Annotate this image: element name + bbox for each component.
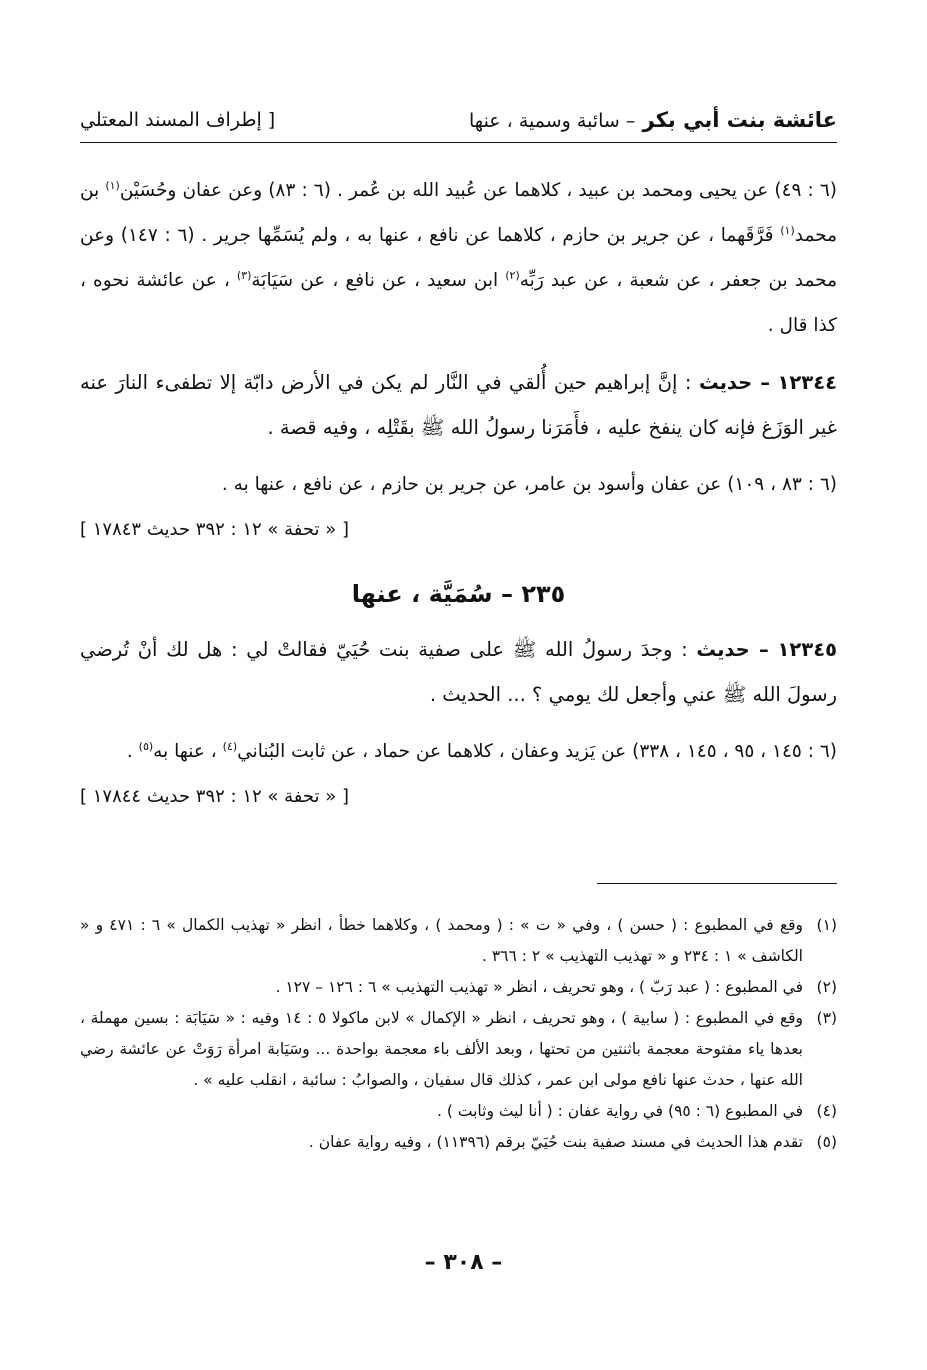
header-title (469, 108, 837, 132)
footnote-ref: (٣) (236, 268, 252, 282)
hadith-number: ١٢٣٤٤ (777, 371, 837, 394)
chain-line: (٦ : ٤٩) عن يحيى ومحمد بن عبيد ، كلاهما عن عُبيد الله بن عُمر . (٦ : ٨٣) (268, 180, 837, 201)
footnote-ref: (١) (105, 178, 120, 192)
hadith-12344 (80, 360, 837, 450)
footnote (80, 1127, 837, 1158)
footnote-number: (١) (816, 916, 837, 934)
footnote-text: وقع في المطبوع : ( حسن ) ، وفي « ت » : ( ومحمد ) ، وكلاهما خطأ ، انظر « تهذيب الكمال » ٦ : ٤٧١ و « الكاشف » ١ : ٢٣٤ و « تهذيب التهذيب » ٢ : ٣٦٦ . (80, 916, 804, 965)
header-book-title: [ إطراف المسند المعتلي (80, 109, 276, 131)
hadith-text: : وجدَ رسولُ الله ﷺ على صفية بنت حُيَيّ فقالتْ لي : هل لك أنْ تُرضي رسولَ الله ﷺ عني وأجعل لك يومي ؟ ... الحديث . (80, 638, 837, 706)
main-text (80, 168, 837, 819)
footnote-number: (٥) (816, 1133, 837, 1151)
footnote-ref: (٥) (138, 739, 154, 753)
footnote (80, 1096, 837, 1127)
page-number: – ٣٠٨ – (424, 1250, 503, 1275)
hadith-number: ١٢٣٤٥ (777, 638, 837, 661)
footnote-number: (٣) (816, 1009, 837, 1027)
chain-line: به ، ولم يُسَمِّها جرير . (٦ : ١٤٧) وعن محمد بن جعفر ، عن شعبة ، عن عبد رَبِّه (80, 225, 837, 291)
citation-text: (٦ : ١٤٥ ، ٩٥ ، ١٤٥ ، ٣٣٨) عن يَزيد وعفان ، كلاهما عن حماد ، عن ثابت البُناني (237, 741, 837, 762)
footnote-number: (٢) (816, 978, 837, 996)
narration-chain-1 (80, 168, 837, 348)
footnote-text: تقدم هذا الحديث في مسند صفية بنت حُيَيّ برقم (١١٣٩٦) ، وفيه رواية عفان . (308, 1133, 803, 1151)
chain-line: وعن عفان وحُسَيْن (119, 180, 263, 201)
chain-line: بن محمد (80, 180, 837, 246)
footnote-text: وقع في المطبوع : ( سابية ) ، وهو تحريف ، انظر « الإكمال » لابن ماكولا ٥ : ١٤ وفيه : « سَيَابَة : بسين مهملة ، بعدها ياء مفتوحة معجمة باثنتين من تحتها ، وبعد الألف باء معجمة بواحدة ... وسَيَابة امرأة رَوَتْ عن عائشة رضي الله عنها ، حدث عنها نافع مولى ابن عمر ، كذلك قال سفيان ، والصوابُ : سائبة ، انقلب عليه » . (80, 1009, 803, 1089)
footnote-separator (597, 883, 837, 884)
hadith-12345-citation (80, 729, 837, 774)
citation-text: . (126, 741, 139, 762)
tuhfa-reference: [ « تحفة » ١٢ : ٣٩٢ حديث ١٧٨٤٣ ] (80, 519, 349, 540)
footnote (80, 972, 837, 1003)
footnote-text: في المطبوع (٦ : ٩٥) في رواية عفان : ( أنا ليث وثابت ) . (437, 1102, 803, 1120)
running-header (80, 98, 837, 143)
hadith-label: – حديث (696, 638, 769, 661)
header-subtitle: – سائبة وسمية ، عنها (469, 110, 636, 132)
footnote (80, 1003, 837, 1096)
footnote-ref: (١) (780, 223, 795, 237)
footnotes (80, 910, 837, 1158)
hadith-text: : إنَّ إبراهيم حين أُلقي في النَّار لم يكن في الأرض دابّة إلا تطفىء النارَ عنه غير الوَزَغ فإنه كان ينفخ عليه ، فأَمَرَنا رسولُ الله ﷺ بقَتْلِه ، وفيه قصة . (80, 371, 837, 439)
chapter-heading: ٢٣٥ – سُمَيَّة ، عنها (351, 580, 566, 608)
chain-line: ابن سعيد ، عن نافع ، عن سَيَابَة (251, 270, 499, 291)
footnote (80, 910, 837, 972)
footnote-number: (٤) (816, 1102, 837, 1120)
header-title-text: عائشة بنت أبي بكر (642, 108, 837, 132)
footnote-ref: (٢) (505, 268, 520, 282)
hadith-label: – حديث (698, 371, 771, 394)
chain-line: ، عن عائشة نحوه ، كذا قال . (80, 270, 837, 336)
hadith-12344-citation: (٦ : ٨٣ ، ١٠٩) عن عفان وأسود بن عامر، عن جرير بن حازم ، عن نافع ، عنها به . (221, 474, 837, 495)
chain-line: فَرَّقَهما ، عن جرير بن حازم ، كلاهما عن نافع ، عنها (378, 225, 781, 246)
hadith-12345 (80, 627, 837, 717)
footnote-ref: (٤) (222, 739, 238, 753)
footnote-text: في المطبوع : ( عبد رَبّ ) ، وهو تحريف ، انظر « تهذيب التهذيب » ٦ : ١٢٦ – ١٢٧ . (275, 978, 803, 996)
tuhfa-reference: [ « تحفة » ١٢ : ٣٩٢ حديث ١٧٨٤٤ ] (80, 786, 349, 807)
citation-text: ، عنها به (153, 741, 223, 762)
